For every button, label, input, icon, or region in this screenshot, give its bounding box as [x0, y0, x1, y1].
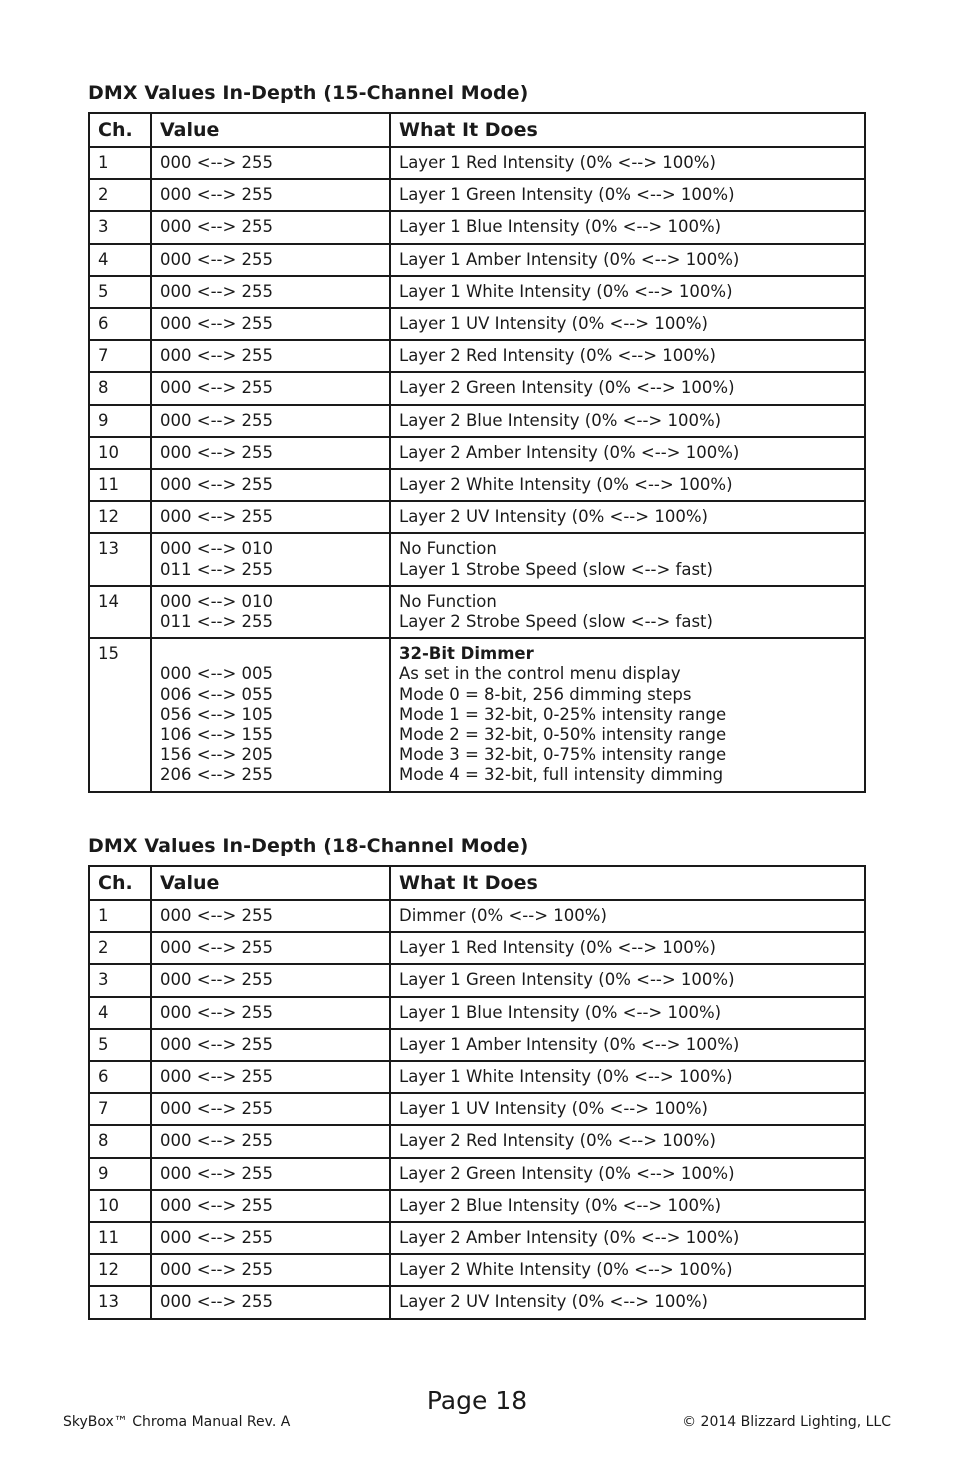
- column-header-what-it-does: What It Does: [390, 113, 865, 147]
- value-line: 000 <--> 255: [160, 346, 274, 366]
- value-cell: [151, 1158, 390, 1190]
- description-line: Mode 2 = 32-bit, 0-50% intensity range: [399, 725, 727, 745]
- description-line: Layer 1 Blue Intensity (0% <--> 100%): [399, 1002, 722, 1022]
- table-row: [89, 1158, 865, 1190]
- value-line: 156 <--> 205: [160, 745, 274, 765]
- channel-cell: 5: [89, 1029, 151, 1061]
- description-line: Layer 2 Red Intensity (0% <--> 100%): [399, 1131, 716, 1151]
- description-heading: 32-Bit Dimmer: [399, 644, 534, 664]
- description-line: Layer 2 UV Intensity (0% <--> 100%): [399, 507, 708, 527]
- description-cell: [390, 340, 865, 372]
- description-line: Layer 2 Green Intensity (0% <--> 100%): [399, 378, 735, 398]
- description-cell: [390, 469, 865, 501]
- table-row: [89, 501, 865, 533]
- description-cell: [390, 1061, 865, 1093]
- channel-cell: 9: [89, 405, 151, 437]
- value-line: 000 <--> 255: [160, 217, 274, 237]
- description-line: As set in the control menu display: [399, 664, 681, 684]
- description-line: Layer 1 Amber Intensity (0% <--> 100%): [399, 249, 740, 269]
- channel-cell: 2: [89, 932, 151, 964]
- value-line: 000 <--> 255: [160, 906, 274, 925]
- table-row: [89, 1254, 865, 1286]
- value-line: 011 <--> 255: [160, 559, 274, 579]
- table-row: [89, 1190, 865, 1222]
- channel-cell: 8: [89, 1125, 151, 1157]
- table-row: [89, 1061, 865, 1093]
- channel-cell: 9: [89, 1158, 151, 1190]
- value-line: 106 <--> 155: [160, 725, 274, 745]
- value-line: 206 <--> 255: [160, 765, 274, 785]
- value-line: 000 <--> 255: [160, 442, 274, 462]
- description-line: Layer 1 Red Intensity (0% <--> 100%): [399, 153, 716, 172]
- description-line: Layer 1 White Intensity (0% <--> 100%): [399, 1067, 733, 1087]
- value-cell: [151, 900, 390, 932]
- value-cell: [151, 179, 390, 211]
- channel-cell: 5: [89, 276, 151, 308]
- description-line: Mode 4 = 32-bit, full intensity dimming: [399, 765, 724, 785]
- channel-cell: 2: [89, 179, 151, 211]
- value-cell: [151, 932, 390, 964]
- value-line: 000 <--> 255: [160, 1163, 274, 1183]
- value-line: 000 <--> 255: [160, 1131, 274, 1151]
- value-line: 000 <--> 255: [160, 970, 274, 990]
- channel-cell: 13: [89, 1286, 151, 1318]
- description-cell: [390, 405, 865, 437]
- table-row: [89, 1029, 865, 1061]
- description-line: Layer 1 Green Intensity (0% <--> 100%): [399, 970, 735, 990]
- value-line: 000 <--> 255: [160, 1260, 274, 1280]
- value-cell: [151, 1222, 390, 1254]
- value-cell: [151, 340, 390, 372]
- description-cell: [390, 1254, 865, 1286]
- channel-cell: 1: [89, 147, 151, 179]
- description-line: Layer 2 Amber Intensity (0% <--> 100%): [399, 1228, 740, 1248]
- table-row: [89, 964, 865, 996]
- channel-cell: 3: [89, 211, 151, 243]
- channel-cell: 10: [89, 437, 151, 469]
- value-cell: [151, 244, 390, 276]
- value-line: 000 <--> 255: [160, 153, 274, 172]
- description-line: Mode 1 = 32-bit, 0-25% intensity range: [399, 704, 727, 724]
- value-line: 006 <--> 055: [160, 684, 274, 704]
- description-line: Layer 2 UV Intensity (0% <--> 100%): [399, 1292, 708, 1312]
- description-line: Layer 1 Strobe Speed (slow <--> fast): [399, 559, 713, 579]
- value-line: 000 <--> 255: [160, 1195, 274, 1215]
- table-row: [89, 405, 865, 437]
- channel-cell: 6: [89, 1061, 151, 1093]
- description-cell: [390, 244, 865, 276]
- value-cell: [151, 1093, 390, 1125]
- value-line: 000 <--> 255: [160, 1228, 274, 1248]
- description-cell: [390, 179, 865, 211]
- value-line: 000 <--> 255: [160, 1067, 274, 1087]
- value-line: 000 <--> 255: [160, 185, 274, 205]
- description-line: Layer 2 Green Intensity (0% <--> 100%): [399, 1163, 735, 1183]
- value-cell: [151, 372, 390, 404]
- channel-cell: 11: [89, 469, 151, 501]
- value-cell: [151, 1286, 390, 1318]
- value-line: 000 <--> 255: [160, 1002, 274, 1022]
- description-cell: [390, 964, 865, 996]
- table-row: [89, 1125, 865, 1157]
- value-line: 000 <--> 255: [160, 1292, 274, 1312]
- table-row: [89, 900, 865, 932]
- table-row: [89, 244, 865, 276]
- description-line: Layer 1 UV Intensity (0% <--> 100%): [399, 1099, 708, 1119]
- table-row: [89, 638, 865, 791]
- value-line: 000 <--> 005: [160, 664, 274, 684]
- description-line: Layer 1 Blue Intensity (0% <--> 100%): [399, 217, 722, 237]
- column-header-value: Value: [151, 866, 390, 900]
- table-row: [89, 179, 865, 211]
- description-cell: [390, 1190, 865, 1222]
- value-cell: [151, 638, 390, 791]
- value-line: 000 <--> 010: [160, 539, 274, 559]
- value-cell: [151, 1125, 390, 1157]
- channel-cell: 7: [89, 1093, 151, 1125]
- channel-cell: 12: [89, 501, 151, 533]
- description-cell: [390, 501, 865, 533]
- description-cell: [390, 1158, 865, 1190]
- value-line: 000 <--> 255: [160, 378, 274, 398]
- value-line: 011 <--> 255: [160, 612, 274, 632]
- value-line: 000 <--> 255: [160, 507, 274, 527]
- channel-cell: 8: [89, 372, 151, 404]
- channel-cell: 12: [89, 1254, 151, 1286]
- footer-copyright: © 2014 Blizzard Lighting, LLC: [682, 1414, 891, 1430]
- table-row: [89, 211, 865, 243]
- channel-cell: 11: [89, 1222, 151, 1254]
- column-header-ch: Ch.: [89, 866, 151, 900]
- channel-cell: 4: [89, 244, 151, 276]
- value-cell: [151, 1254, 390, 1286]
- table-row: [89, 340, 865, 372]
- column-header-value: Value: [151, 113, 390, 147]
- channel-cell: 6: [89, 308, 151, 340]
- description-line: Layer 1 Amber Intensity (0% <--> 100%): [399, 1034, 740, 1054]
- value-cell: [151, 586, 390, 638]
- description-cell: [390, 533, 865, 585]
- value-line: 000 <--> 255: [160, 281, 274, 301]
- value-cell: [151, 1190, 390, 1222]
- table-row: [89, 469, 865, 501]
- table-row: [89, 308, 865, 340]
- value-cell: [151, 308, 390, 340]
- page-number: Page 18: [426, 1386, 528, 1415]
- description-line: Layer 2 Blue Intensity (0% <--> 100%): [399, 410, 722, 430]
- description-line: Layer 2 Strobe Speed (slow <--> fast): [399, 612, 713, 632]
- table-row: [89, 147, 865, 179]
- value-cell: [151, 469, 390, 501]
- value-cell: [151, 147, 390, 179]
- column-header-ch: Ch.: [89, 113, 151, 147]
- value-cell: [151, 1061, 390, 1093]
- description-cell: [390, 211, 865, 243]
- value-line: 000 <--> 255: [160, 1099, 274, 1119]
- table-row: [89, 437, 865, 469]
- value-cell: [151, 405, 390, 437]
- description-line: Layer 2 White Intensity (0% <--> 100%): [399, 1260, 733, 1280]
- table-row: [89, 586, 865, 638]
- description-cell: [390, 1286, 865, 1318]
- channel-cell: 13: [89, 533, 151, 585]
- description-cell: [390, 900, 865, 932]
- description-cell: [390, 997, 865, 1029]
- dmx-table-18-channel: [88, 865, 866, 1320]
- table-header-row: [89, 113, 865, 147]
- value-cell: [151, 276, 390, 308]
- description-line: Layer 2 White Intensity (0% <--> 100%): [399, 475, 733, 495]
- description-cell: [390, 932, 865, 964]
- value-line: 000 <--> 010: [160, 591, 274, 611]
- column-header-what-it-does: What It Does: [390, 866, 865, 900]
- channel-cell: 1: [89, 900, 151, 932]
- table-row: [89, 932, 865, 964]
- channel-cell: 15: [89, 638, 151, 791]
- description-line: Dimmer (0% <--> 100%): [399, 906, 607, 925]
- description-line: Layer 1 Green Intensity (0% <--> 100%): [399, 185, 735, 205]
- value-cell: [151, 1029, 390, 1061]
- table-row: [89, 1093, 865, 1125]
- description-cell: [390, 1029, 865, 1061]
- description-line: Layer 2 Red Intensity (0% <--> 100%): [399, 346, 716, 366]
- value-line: 000 <--> 255: [160, 249, 274, 269]
- channel-cell: 10: [89, 1190, 151, 1222]
- description-line: Layer 2 Blue Intensity (0% <--> 100%): [399, 1195, 722, 1215]
- description-cell: [390, 1093, 865, 1125]
- table-row: [89, 276, 865, 308]
- table-header-row: [89, 866, 865, 900]
- channel-cell: 3: [89, 964, 151, 996]
- channel-cell: 14: [89, 586, 151, 638]
- table-row: [89, 1222, 865, 1254]
- value-cell: [151, 964, 390, 996]
- dmx-table-15-channel: [88, 112, 866, 793]
- description-line: Layer 1 Red Intensity (0% <--> 100%): [399, 938, 716, 958]
- value-cell: [151, 211, 390, 243]
- value-line: 056 <--> 105: [160, 704, 274, 724]
- description-cell: [390, 1222, 865, 1254]
- description-cell: [390, 437, 865, 469]
- value-line: 000 <--> 255: [160, 938, 274, 958]
- value-line: [160, 644, 381, 664]
- description-line: Mode 3 = 32-bit, 0-75% intensity range: [399, 745, 727, 765]
- description-line: Mode 0 = 8-bit, 256 dimming steps: [399, 684, 692, 704]
- table-row: [89, 997, 865, 1029]
- description-cell: [390, 372, 865, 404]
- value-cell: [151, 533, 390, 585]
- value-line: 000 <--> 255: [160, 410, 274, 430]
- footer-manual-title: SkyBox™ Chroma Manual Rev. A: [63, 1414, 291, 1430]
- value-cell: [151, 997, 390, 1029]
- description-line: No Function: [399, 539, 497, 559]
- value-cell: [151, 501, 390, 533]
- description-cell: [390, 1125, 865, 1157]
- channel-cell: 4: [89, 997, 151, 1029]
- description-cell: [390, 276, 865, 308]
- description-line: Layer 1 White Intensity (0% <--> 100%): [399, 281, 733, 301]
- description-cell: [390, 147, 865, 179]
- value-cell: [151, 437, 390, 469]
- description-line: Layer 1 UV Intensity (0% <--> 100%): [399, 314, 708, 334]
- table-row: [89, 372, 865, 404]
- description-cell: [390, 308, 865, 340]
- value-line: 000 <--> 255: [160, 1034, 274, 1054]
- value-line: 000 <--> 255: [160, 314, 274, 334]
- description-line: Layer 2 Amber Intensity (0% <--> 100%): [399, 442, 740, 462]
- description-line: No Function: [399, 591, 497, 611]
- table15-title: DMX Values In-Depth (15-Channel Mode): [88, 82, 529, 104]
- table-row: [89, 1286, 865, 1318]
- value-line: 000 <--> 255: [160, 475, 274, 495]
- table-row: [89, 533, 865, 585]
- channel-cell: 7: [89, 340, 151, 372]
- description-cell: [390, 586, 865, 638]
- table18-title: DMX Values In-Depth (18-Channel Mode): [88, 835, 529, 857]
- description-cell: [390, 638, 865, 791]
